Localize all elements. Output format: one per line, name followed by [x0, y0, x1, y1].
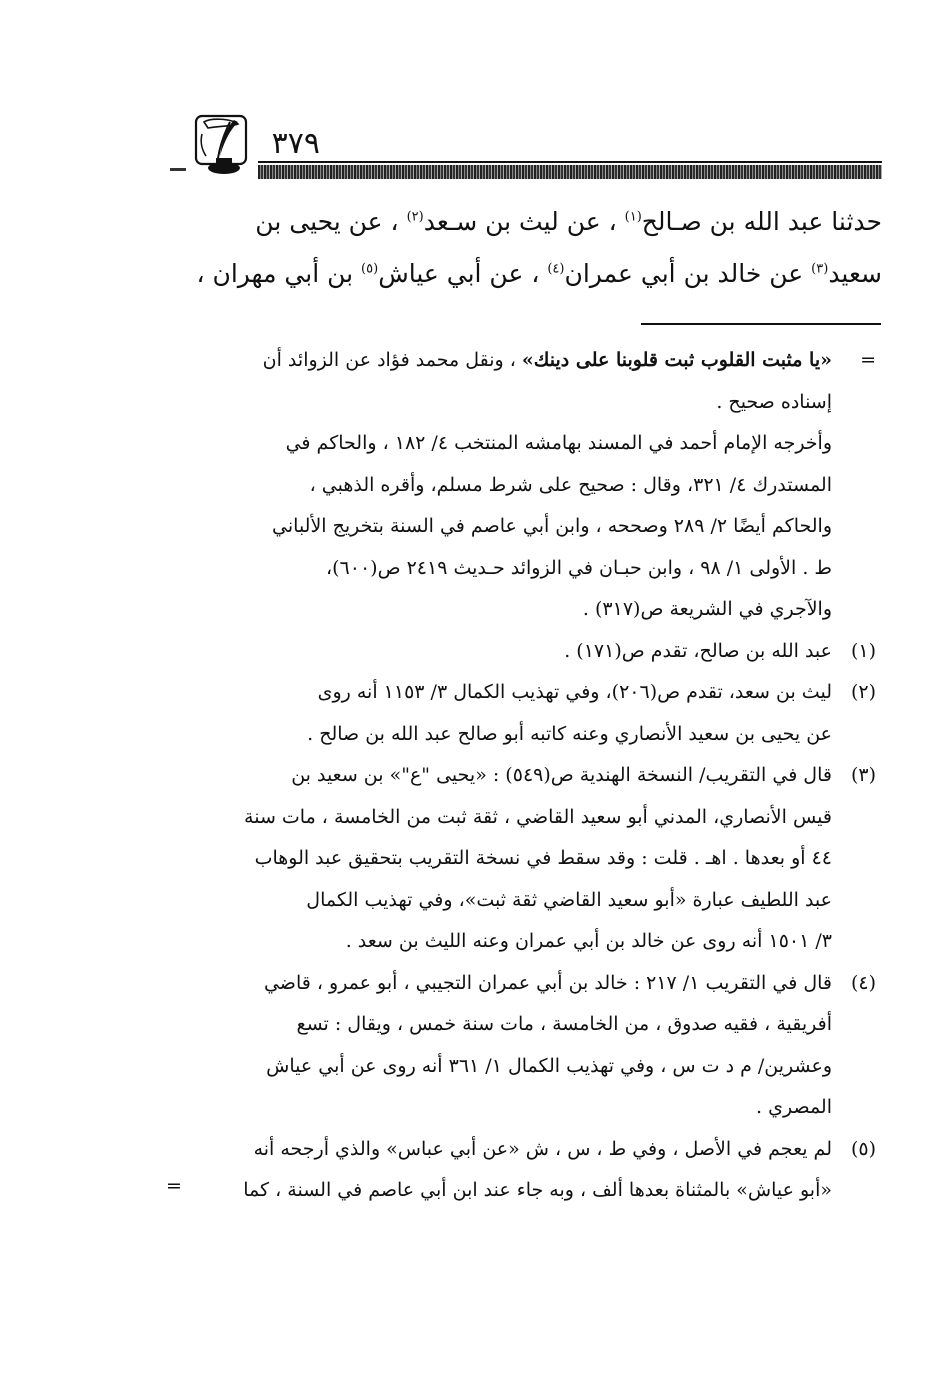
text-segment: بن أبي مهران ، — [196, 259, 362, 288]
footnote-line: لم يعجم في الأصل ، وفي ط ، س ، ش «عن أبي عباس» والذي أرجحه أنه — [253, 1137, 832, 1160]
footnote-5 — [166, 1129, 882, 1212]
footnote-ref-4[interactable]: (٤) — [547, 261, 565, 277]
quill-and-inkwell-icon — [190, 112, 256, 178]
footnote-divider — [641, 323, 881, 325]
footnote-marker: (٥) — [850, 1137, 876, 1160]
continues-marker: = — [166, 1175, 182, 1197]
footnote-line: المصري . — [756, 1096, 832, 1118]
text-segment: ، ونقل محمد فؤاد عن الزوائد أن — [262, 349, 516, 371]
text-segment: سعيد — [828, 259, 882, 288]
main-text-line-2 — [170, 248, 882, 300]
footnote-marker: (١) — [850, 639, 876, 662]
footnote-line: أفريقية ، فقيه صدوق ، من الخامسة ، مات سنة خمس ، ويقال : تسع — [296, 1013, 832, 1035]
footnote-ref-5[interactable]: (٥) — [361, 261, 379, 277]
main-text — [170, 196, 882, 300]
footnote-line: قيس الأنصاري، المدني أبو سعيد القاضي ، ثقة ثبت من الخامسة ، مات سنة — [244, 805, 832, 828]
main-text-line-1 — [170, 196, 882, 248]
footnotes — [166, 340, 882, 1212]
footnote-line: ٣/ ١٥٠١ أنه روى عن خالد بن أبي عمران وعنه الليث بن سعد . — [345, 930, 832, 952]
header-left-dash — [170, 168, 186, 171]
footnote-line: ط . الأولى ١/ ٩٨ ، وابن حبـان في الزوائد حـديث ٢٤١٩ ص(٦٠٠)، — [325, 556, 832, 579]
footnote-marker: (٣) — [850, 764, 876, 786]
text-segment: عن خالد بن أبي عمران — [564, 259, 812, 288]
footnote-line: وأخرجه الإمام أحمد في المسند بهامشه المنتخب ٤/ ١٨٢ ، والحاكم في — [285, 432, 832, 454]
text-segment: ، عن يحيى بن — [255, 207, 407, 236]
footnote-line: «أبو عياش» بالمثناة بعدها ألف ، وبه جاء عند ابن أبي عاصم في السنة ، كما — [243, 1179, 832, 1201]
header-rule — [258, 165, 882, 179]
page-number: ٣٧٩ — [271, 126, 320, 161]
footnote-line: ٤٤ أو بعدها . اهـ . قلت : وقد سقط في نسخة التقريب بتحقيق عبد الوهاب — [254, 847, 832, 869]
footnote-line: ليث بن سعد، تقدم ص(٢٠٦)، وفي تهذيب الكمال ٣/ ١١٥٣ أنه روى — [317, 681, 832, 703]
footnote-marker: (٤) — [850, 971, 876, 994]
footnote-1 — [170, 631, 882, 673]
footnote-line: المستدرك ٤/ ٣٢١، وقال : صحيح على شرط مسلم، وأقره الذهبي ، — [309, 473, 832, 496]
footnote-3 — [170, 755, 882, 963]
continuation-marker: = — [860, 349, 876, 371]
page-header — [170, 108, 882, 188]
footnote-line: قال في التقريب/ النسخة الهندية ص(٥٤٩) : «يحيى "ع"» بن سعيد بن — [291, 764, 832, 786]
footnote-ref-1[interactable]: (١) — [624, 209, 642, 225]
footnote-ref-3[interactable]: (٣) — [811, 261, 829, 277]
footnote-4 — [170, 963, 882, 1129]
text-segment: ، عن أبي عياش — [378, 259, 548, 288]
footnote-line: والحاكم أيضًا ٢/ ٢٨٩ وصححه ، وابن أبي عاصم في السنة بتخريج الألباني — [272, 515, 832, 537]
footnote-2 — [170, 672, 882, 755]
text-segment: ، عن ليث بن سـعد — [423, 207, 625, 236]
footnote-line — [170, 340, 832, 382]
footnote-line: والآجري في الشريعة ص(٣١٧) . — [582, 598, 832, 620]
footnote-line: وعشرين/ م د ت س ، وفي تهذيب الكمال ١/ ٣٦١ أنه روى عن أبي عياش — [266, 1054, 832, 1077]
text-segment: حدثنا عبد الله بن صـالح — [641, 207, 882, 236]
footnote-line: عبد اللطيف عبارة «أبو سعيد القاضي ثقة ثبت»، وفي تهذيب الكمال — [306, 888, 832, 911]
footnote-line: إسناده صحيح . — [716, 390, 832, 413]
footnote-continuation — [170, 340, 882, 631]
footnote-line: عبد الله بن صالح، تقدم ص(١٧١) . — [564, 639, 832, 662]
bold-quote: «يا مثبت القلوب ثبت قلوبنا على دينك» — [521, 349, 832, 371]
footnote-ref-2[interactable]: (٢) — [406, 209, 424, 225]
footnote-line: عن يحيى بن سعيد الأنصاري وعنه كاتبه أبو صالح عبد الله بن صالح . — [307, 722, 832, 745]
footnote-line: قال في التقريب ١/ ٢١٧ : خالد بن أبي عمران التجيبي ، أبو عمرو ، قاضي — [263, 971, 832, 994]
footnote-marker: (٢) — [850, 681, 876, 703]
